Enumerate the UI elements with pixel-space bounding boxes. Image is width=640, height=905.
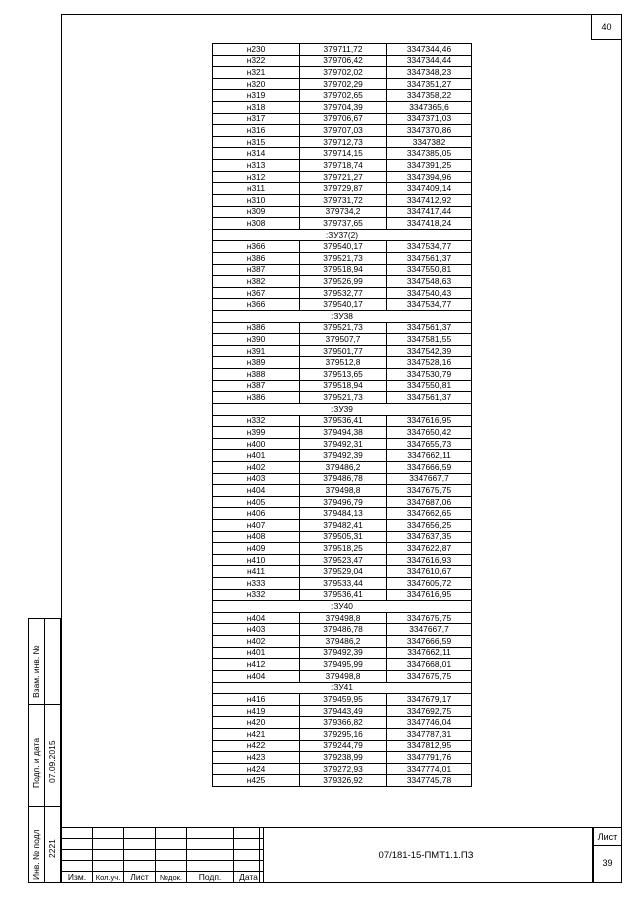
y-coordinate: 3347666,59 (387, 461, 472, 473)
point-id: н422 (213, 740, 300, 752)
y-coordinate: 3347675,75 (387, 670, 472, 682)
table-row (213, 55, 472, 67)
x-coordinate: 379718,74 (300, 160, 387, 172)
point-id: н315 (213, 136, 300, 148)
point-id: н310 (213, 194, 300, 206)
x-coordinate: 379536,41 (300, 415, 387, 427)
table-row (213, 589, 472, 601)
sheet-number: 39 (602, 858, 613, 868)
parcel-header-row (213, 403, 472, 415)
table-row (213, 276, 472, 288)
point-id: н401 (213, 647, 300, 659)
point-id: н404 (213, 612, 300, 624)
table-row (213, 160, 472, 172)
point-id: н318 (213, 102, 300, 114)
y-coordinate: 3347662,11 (387, 647, 472, 659)
parcel-label: :ЗУ41 (213, 682, 472, 694)
y-coordinate: 3347348,23 (387, 67, 472, 79)
x-coordinate: 379714,15 (300, 148, 387, 160)
y-coordinate: 3347540,43 (387, 287, 472, 299)
point-id: н391 (213, 345, 300, 357)
y-coordinate: 3347370,86 (387, 125, 472, 137)
table-row (213, 717, 472, 729)
point-id: н308 (213, 218, 300, 230)
y-coordinate: 3347650,42 (387, 427, 472, 439)
table-row (213, 78, 472, 90)
x-coordinate: 379244,79 (300, 740, 387, 752)
y-coordinate: 3347616,95 (387, 415, 472, 427)
vzam-inv-label: Взам. инв. № (31, 645, 41, 698)
y-coordinate: 3347534,77 (387, 241, 472, 253)
table-row (213, 125, 472, 137)
point-id: н367 (213, 287, 300, 299)
y-coordinate: 3347675,75 (387, 485, 472, 497)
x-coordinate: 379495,99 (300, 659, 387, 671)
point-id: н320 (213, 78, 300, 90)
x-coordinate: 379532,77 (300, 287, 387, 299)
x-coordinate: 379443,49 (300, 705, 387, 717)
stamp-header-data: Дата (234, 872, 264, 883)
y-coordinate: 3347662,11 (387, 450, 472, 462)
stamp-header-koluch: Кол.уч. (93, 872, 124, 883)
x-coordinate: 379721,27 (300, 171, 387, 183)
point-id: н403 (213, 473, 300, 485)
parcel-label: :ЗУ38 (213, 311, 472, 323)
table-row (213, 345, 472, 357)
table-row (213, 322, 472, 334)
table-row (213, 334, 472, 346)
x-coordinate: 379737,65 (300, 218, 387, 230)
y-coordinate: 3347344,44 (387, 55, 472, 67)
document-code: 07/181-15-ПМТ1.1.ПЗ (259, 827, 593, 883)
point-id: н388 (213, 369, 300, 381)
x-coordinate: 379521,73 (300, 252, 387, 264)
point-id: н411 (213, 566, 300, 578)
table-row (213, 578, 472, 590)
table-row (213, 369, 472, 381)
point-id: н316 (213, 125, 300, 137)
y-coordinate: 3347548,63 (387, 276, 472, 288)
table-row (213, 113, 472, 125)
y-coordinate: 3347394,96 (387, 171, 472, 183)
table-row (213, 740, 472, 752)
y-coordinate: 3347610,67 (387, 566, 472, 578)
x-coordinate: 379729,87 (300, 183, 387, 195)
x-coordinate: 379486,78 (300, 624, 387, 636)
point-id: н390 (213, 334, 300, 346)
point-id: н311 (213, 183, 300, 195)
y-coordinate: 3347561,37 (387, 252, 472, 264)
x-coordinate: 379518,25 (300, 543, 387, 555)
parcel-label: :ЗУ37(2) (213, 229, 472, 241)
x-coordinate: 379498,8 (300, 612, 387, 624)
table-row (213, 554, 472, 566)
table-row (213, 508, 472, 520)
table-row (213, 752, 472, 764)
x-coordinate: 379505,31 (300, 531, 387, 543)
stamp-grid (61, 827, 264, 883)
table-row (213, 450, 472, 462)
point-id: н309 (213, 206, 300, 218)
table-row (213, 728, 472, 740)
table-row (213, 543, 472, 555)
table-row (213, 438, 472, 450)
x-coordinate: 379513,65 (300, 369, 387, 381)
point-id: н407 (213, 519, 300, 531)
point-id: н405 (213, 496, 300, 508)
y-coordinate: 3347550,81 (387, 380, 472, 392)
y-coordinate: 3347666,59 (387, 636, 472, 648)
point-id: н312 (213, 171, 300, 183)
x-coordinate: 379540,17 (300, 299, 387, 311)
x-coordinate: 379498,8 (300, 485, 387, 497)
stamp-header-podp: Подп. (187, 872, 234, 883)
inv-podl-value: 2221 (47, 839, 57, 858)
table-row (213, 218, 472, 230)
point-id: н402 (213, 461, 300, 473)
corner-page-number: 40 (591, 14, 622, 40)
x-coordinate: 379494,38 (300, 427, 387, 439)
table-row (213, 287, 472, 299)
x-coordinate: 379702,29 (300, 78, 387, 90)
y-coordinate: 3347385,05 (387, 148, 472, 160)
y-coordinate: 3347774,01 (387, 763, 472, 775)
x-coordinate: 379533,44 (300, 578, 387, 590)
parcel-label: :ЗУ40 (213, 601, 472, 613)
table-row (213, 206, 472, 218)
table-row (213, 415, 472, 427)
point-id: н333 (213, 578, 300, 590)
point-id: н387 (213, 264, 300, 276)
stamp-header-list: Лист (124, 872, 156, 883)
point-id: н408 (213, 531, 300, 543)
table-row (213, 763, 472, 775)
x-coordinate: 379486,78 (300, 473, 387, 485)
x-coordinate: 379731,72 (300, 194, 387, 206)
point-id: н399 (213, 427, 300, 439)
y-coordinate: 3347581,55 (387, 334, 472, 346)
point-id: н400 (213, 438, 300, 450)
y-coordinate: 3347365,6 (387, 102, 472, 114)
point-id: н386 (213, 322, 300, 334)
y-coordinate: 3347791,76 (387, 752, 472, 764)
y-coordinate: 3347637,35 (387, 531, 472, 543)
table-row (213, 148, 472, 160)
table-row (213, 670, 472, 682)
table-row (213, 473, 472, 485)
y-coordinate: 3347655,73 (387, 438, 472, 450)
y-coordinate: 3347391,25 (387, 160, 472, 172)
x-coordinate: 379711,72 (300, 44, 387, 56)
x-coordinate: 379492,39 (300, 450, 387, 462)
point-id: н387 (213, 380, 300, 392)
y-coordinate: 3347675,75 (387, 612, 472, 624)
x-coordinate: 379712,73 (300, 136, 387, 148)
y-coordinate: 3347668,01 (387, 659, 472, 671)
y-coordinate: 3347667,7 (387, 473, 472, 485)
point-id: н409 (213, 543, 300, 555)
point-id: н404 (213, 670, 300, 682)
table-row (213, 566, 472, 578)
y-coordinate: 3347561,37 (387, 322, 472, 334)
table-row (213, 392, 472, 404)
y-coordinate: 3347746,04 (387, 717, 472, 729)
x-coordinate: 379496,79 (300, 496, 387, 508)
point-id: н412 (213, 659, 300, 671)
x-coordinate: 379706,67 (300, 113, 387, 125)
y-coordinate: 3347787,31 (387, 728, 472, 740)
y-coordinate: 3347687,06 (387, 496, 472, 508)
x-coordinate: 379295,16 (300, 728, 387, 740)
table-row (213, 44, 472, 56)
point-id: н230 (213, 44, 300, 56)
y-coordinate: 3347344,46 (387, 44, 472, 56)
table-row (213, 102, 472, 114)
x-coordinate: 379521,73 (300, 322, 387, 334)
y-coordinate: 3347745,78 (387, 775, 472, 787)
coordinates-table (212, 43, 472, 787)
stamp-header-ndok: №док. (156, 872, 187, 883)
x-coordinate: 379518,94 (300, 380, 387, 392)
signature-date: 07.09.2015 (47, 740, 57, 783)
x-coordinate: 379526,99 (300, 276, 387, 288)
stamp-header-izm: Изм. (62, 872, 93, 883)
y-coordinate: 3347550,81 (387, 264, 472, 276)
table-row (213, 171, 472, 183)
y-coordinate: 3347534,77 (387, 299, 472, 311)
point-id: н404 (213, 485, 300, 497)
y-coordinate: 3347561,37 (387, 392, 472, 404)
point-id: н401 (213, 450, 300, 462)
point-id: н423 (213, 752, 300, 764)
inv-podl-label: Инв. № подл (31, 829, 41, 880)
parcel-header-row (213, 682, 472, 694)
table-row (213, 624, 472, 636)
x-coordinate: 379702,02 (300, 67, 387, 79)
x-coordinate: 379366,82 (300, 717, 387, 729)
y-coordinate: 3347382 (387, 136, 472, 148)
x-coordinate: 379702,65 (300, 90, 387, 102)
x-coordinate: 379326,92 (300, 775, 387, 787)
point-id: н421 (213, 728, 300, 740)
x-coordinate: 379498,8 (300, 670, 387, 682)
table-row (213, 264, 472, 276)
table-row (213, 136, 472, 148)
table-row (213, 659, 472, 671)
point-id: н317 (213, 113, 300, 125)
point-id: н416 (213, 694, 300, 706)
point-id: н410 (213, 554, 300, 566)
x-coordinate: 379484,13 (300, 508, 387, 520)
point-id: н332 (213, 415, 300, 427)
x-coordinate: 379706,42 (300, 55, 387, 67)
table-row (213, 612, 472, 624)
x-coordinate: 379492,39 (300, 647, 387, 659)
table-row (213, 775, 472, 787)
point-id: н382 (213, 276, 300, 288)
y-coordinate: 3347622,87 (387, 543, 472, 555)
y-coordinate: 3347616,95 (387, 589, 472, 601)
point-id: н425 (213, 775, 300, 787)
x-coordinate: 379486,2 (300, 636, 387, 648)
x-coordinate: 379707,03 (300, 125, 387, 137)
point-id: н386 (213, 252, 300, 264)
table-row (213, 380, 472, 392)
y-coordinate: 3347371,03 (387, 113, 472, 125)
x-coordinate: 379536,41 (300, 589, 387, 601)
x-coordinate: 379512,8 (300, 357, 387, 369)
parcel-header-row (213, 311, 472, 323)
x-coordinate: 379486,2 (300, 461, 387, 473)
x-coordinate: 379518,94 (300, 264, 387, 276)
y-coordinate: 3347409,14 (387, 183, 472, 195)
table-row (213, 67, 472, 79)
x-coordinate: 379482,41 (300, 519, 387, 531)
y-coordinate: 3347692,75 (387, 705, 472, 717)
table-row (213, 194, 472, 206)
table-row (213, 183, 472, 195)
x-coordinate: 379507,7 (300, 334, 387, 346)
table-row (213, 299, 472, 311)
table-row (213, 252, 472, 264)
y-coordinate: 3347616,93 (387, 554, 472, 566)
point-id: н424 (213, 763, 300, 775)
point-id: н319 (213, 90, 300, 102)
table-row (213, 531, 472, 543)
y-coordinate: 3347812,95 (387, 740, 472, 752)
title-block (61, 827, 622, 883)
table-row (213, 357, 472, 369)
parcel-label: :ЗУ39 (213, 403, 472, 415)
point-id: н313 (213, 160, 300, 172)
x-coordinate: 379540,17 (300, 241, 387, 253)
point-id: н406 (213, 508, 300, 520)
y-coordinate: 3347412,92 (387, 194, 472, 206)
y-coordinate: 3347417,44 (387, 206, 472, 218)
parcel-header-row (213, 601, 472, 613)
point-id: н403 (213, 624, 300, 636)
table-row (213, 485, 472, 497)
side-strip (28, 618, 61, 883)
y-coordinate: 3347662,65 (387, 508, 472, 520)
x-coordinate: 379492,31 (300, 438, 387, 450)
table-row (213, 647, 472, 659)
x-coordinate: 379529,04 (300, 566, 387, 578)
y-coordinate: 3347351,27 (387, 78, 472, 90)
x-coordinate: 379734,2 (300, 206, 387, 218)
point-id: н419 (213, 705, 300, 717)
point-id: н386 (213, 392, 300, 404)
point-id: н366 (213, 241, 300, 253)
table-row (213, 694, 472, 706)
table-row (213, 461, 472, 473)
table-row (213, 427, 472, 439)
x-coordinate: 379704,39 (300, 102, 387, 114)
x-coordinate: 379501,77 (300, 345, 387, 357)
y-coordinate: 3347418,24 (387, 218, 472, 230)
x-coordinate: 379272,93 (300, 763, 387, 775)
podp-data-label: Подп. и дата (31, 737, 41, 788)
point-id: н314 (213, 148, 300, 160)
point-id: н420 (213, 717, 300, 729)
table-row (213, 90, 472, 102)
point-id: н402 (213, 636, 300, 648)
point-id: н322 (213, 55, 300, 67)
table-row (213, 519, 472, 531)
point-id: н332 (213, 589, 300, 601)
table-row (213, 636, 472, 648)
x-coordinate: 379459,95 (300, 694, 387, 706)
y-coordinate: 3347358,22 (387, 90, 472, 102)
y-coordinate: 3347656,25 (387, 519, 472, 531)
point-id: н389 (213, 357, 300, 369)
y-coordinate: 3347679,17 (387, 694, 472, 706)
sheet-label: Лист (594, 832, 621, 846)
point-id: н321 (213, 67, 300, 79)
y-coordinate: 3347528,16 (387, 357, 472, 369)
point-id: н366 (213, 299, 300, 311)
x-coordinate: 379523,47 (300, 554, 387, 566)
table-row (213, 241, 472, 253)
table-row (213, 705, 472, 717)
x-coordinate: 379521,73 (300, 392, 387, 404)
y-coordinate: 3347542,39 (387, 345, 472, 357)
parcel-header-row (213, 229, 472, 241)
x-coordinate: 379238,99 (300, 752, 387, 764)
y-coordinate: 3347530,79 (387, 369, 472, 381)
sheet-box (593, 827, 622, 883)
y-coordinate: 3347667,7 (387, 624, 472, 636)
y-coordinate: 3347605,72 (387, 578, 472, 590)
table-row (213, 496, 472, 508)
